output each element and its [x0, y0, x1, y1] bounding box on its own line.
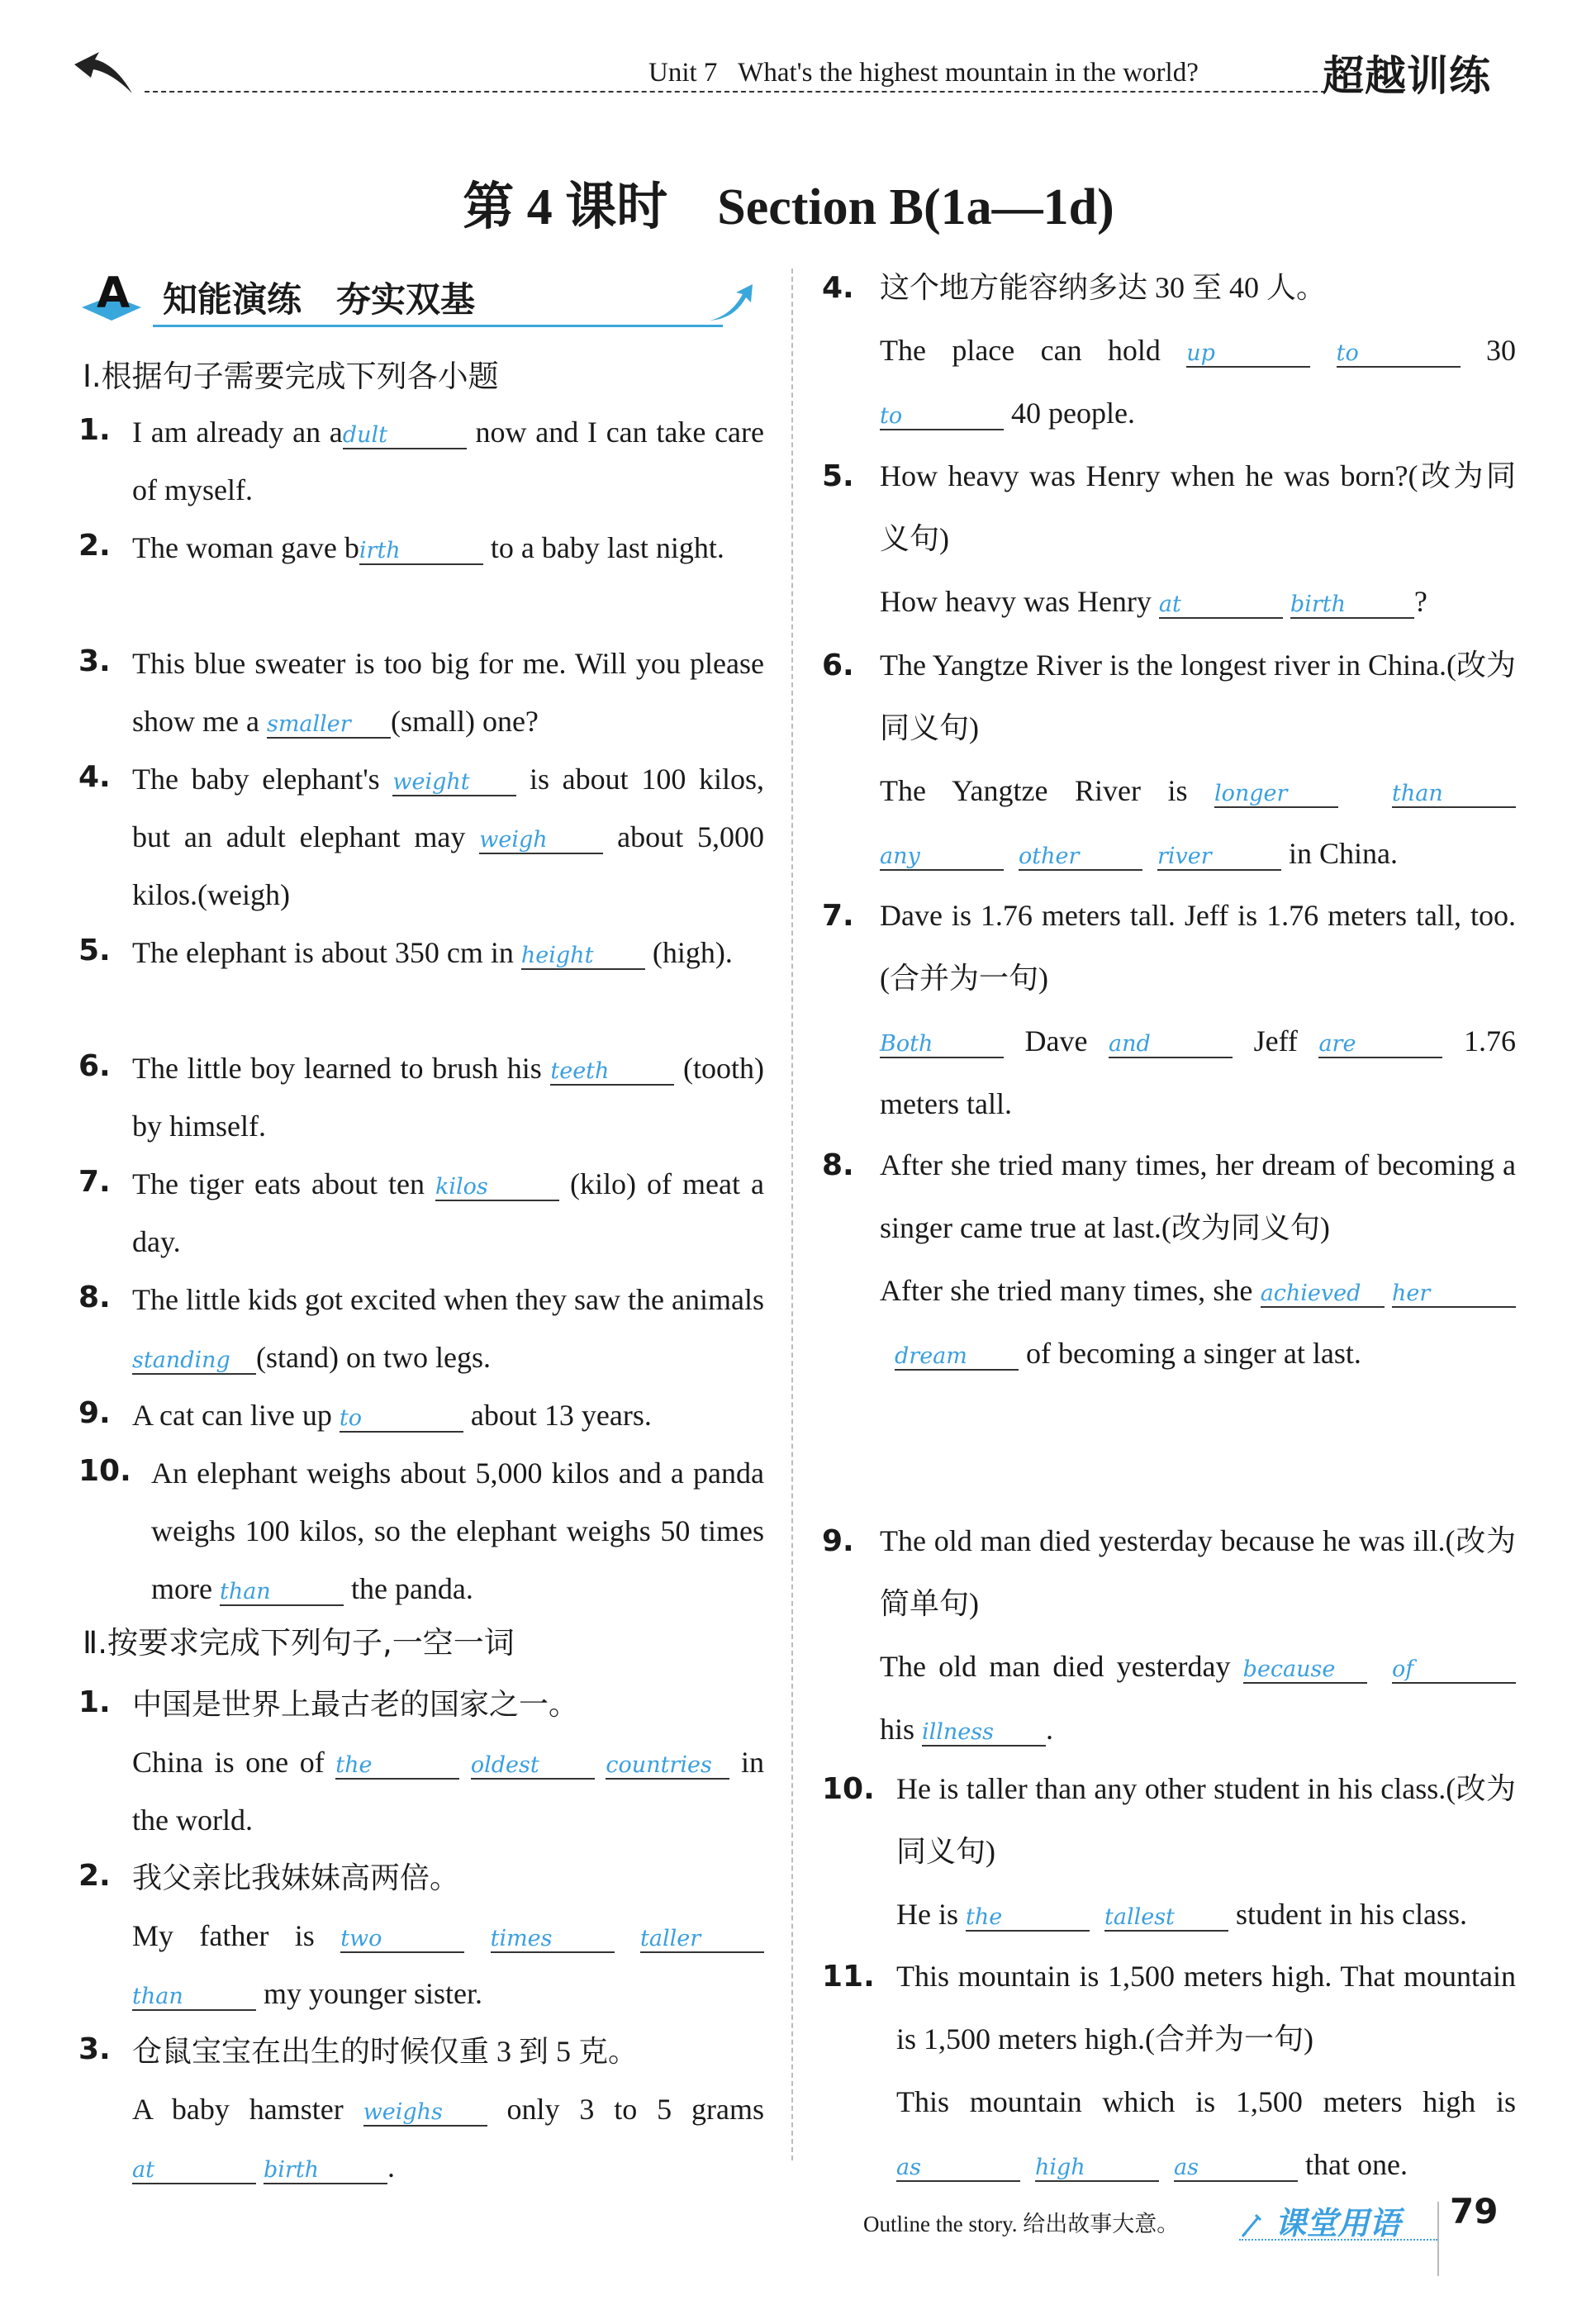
answer-blank[interactable]: than — [132, 1984, 256, 2011]
answer-blank[interactable]: than — [220, 1580, 344, 1606]
answer-blank[interactable]: height — [521, 943, 645, 970]
answer-blank[interactable]: and — [1109, 1032, 1233, 1058]
answer-blank[interactable]: because — [1243, 1657, 1367, 1684]
answer-blank[interactable]: her — [1392, 1281, 1516, 1308]
answer-blank[interactable]: at — [1159, 592, 1283, 619]
column-divider — [791, 269, 793, 2160]
answer-blank[interactable]: at — [132, 2158, 256, 2184]
answer-blank[interactable]: times — [491, 1927, 615, 1953]
item-number: 11. — [822, 1960, 875, 1994]
chinese-prompt: 这个地方能容纳多达 30 至 40 人。 — [880, 271, 1327, 304]
question-item: I am already an adult now and I can take care of myself. — [132, 416, 764, 506]
source-sentence: The old man died yesterday because he was ill.(改为简单句) — [880, 1524, 1516, 1620]
item-number: 1. — [78, 1685, 111, 1719]
question-item: 我父亲比我妹妹高两倍。 My father is two times taller than my younger sister. — [132, 1849, 764, 2022]
answer-blank[interactable]: teeth — [550, 1059, 674, 1086]
item-number: 2. — [78, 529, 111, 563]
answer-blank[interactable]: other — [1019, 844, 1142, 871]
back-arrow-icon — [70, 48, 136, 97]
section-band-text: 知能演练 夯实双基 — [163, 279, 476, 320]
chinese-prompt: 我父亲比我妹妹高两倍。 — [132, 1861, 460, 1894]
answer-blank[interactable]: dult — [343, 423, 467, 449]
part1-heading: Ⅰ.根据句子需要完成下列各小题 — [83, 359, 499, 394]
item-number: 3. — [78, 644, 111, 678]
answer-blank[interactable]: the — [335, 1753, 459, 1780]
answer-blank[interactable]: of — [1392, 1657, 1516, 1684]
header-rule — [145, 91, 1326, 93]
question-item: The woman gave birth to a baby last night. — [132, 531, 724, 564]
item-number: 1. — [78, 413, 111, 447]
answer-blank[interactable]: than — [1392, 782, 1516, 808]
answer-blank[interactable]: to — [340, 1406, 463, 1433]
answer-blank[interactable]: weighs — [363, 2100, 487, 2127]
answer-blank[interactable]: as — [896, 2155, 1020, 2182]
source-sentence: This mountain is 1,500 meters high. That mountain is 1,500 meters high.(合并为一句) — [896, 1960, 1516, 2055]
question-item: Dave is 1.76 meters tall. Jeff is 1.76 meters tall, too.(合并为一句) Both Dave and Jeff are 1.76 meters tall. — [880, 884, 1516, 1135]
answer-blank[interactable]: are — [1318, 1032, 1442, 1058]
answer-blank[interactable]: any — [880, 844, 1004, 871]
source-sentence: After she tried many times, her dream of becoming a singer came true at last.(改为同义句) — [880, 1148, 1516, 1244]
question-item: An elephant weighs about 5,000 kilos and a panda weighs 100 kilos, so the elephant weighs 50 times more than the panda. — [151, 1457, 764, 1605]
page-header — [70, 48, 1491, 100]
answer-blank[interactable]: birth — [1290, 592, 1414, 619]
answer-blank[interactable]: river — [1157, 844, 1281, 871]
pen-icon — [1239, 2212, 1264, 2240]
header-unit: Unit 7 What's the highest mountain in the world? — [648, 58, 1199, 88]
question-item: 中国是世界上最古老的国家之一。 China is one of the oldest countries in the world. — [132, 1675, 764, 1849]
answer-blank[interactable]: irth — [359, 539, 483, 565]
question-item: After she tried many times, her dream of becoming a singer came true at last.(改为同义句) After she tried many times, she achieved her dream of becoming a singer at last. — [880, 1133, 1516, 1385]
page-title: 第 4 课时 Section B(1a—1d) — [463, 179, 1114, 235]
question-item: The little boy learned to brush his teeth (tooth) by himself. — [132, 1052, 764, 1143]
answer-blank[interactable]: longer — [1214, 782, 1338, 808]
answer-blank[interactable]: standing — [132, 1348, 256, 1375]
item-number: 9. — [822, 1524, 854, 1558]
swoosh-arrow-icon — [706, 283, 756, 324]
answer-blank[interactable]: high — [1035, 2155, 1159, 2182]
question-item: 仓鼠宝宝在出生的时候仅重 3 到 5 克。 A baby hamster weighs only 3 to 5 grams at birth . — [132, 2022, 764, 2196]
question-item: 这个地方能容纳多达 30 至 40 人。 The place can hold up to 30 to 40 people. — [880, 256, 1516, 444]
chinese-prompt: 中国是世界上最古老的国家之一。 — [132, 1688, 579, 1721]
answer-blank[interactable]: up — [1186, 341, 1310, 368]
item-number: 10. — [822, 1772, 875, 1806]
item-number: 6. — [78, 1049, 111, 1083]
part2-heading: Ⅱ.按要求完成下列句子,一空一词 — [83, 1625, 515, 1661]
answer-blank[interactable]: achieved — [1261, 1281, 1385, 1308]
question-item: This blue sweater is too big for me. Will you please show me a smaller (small) one? — [132, 647, 764, 738]
answer-blank[interactable]: weight — [392, 770, 516, 796]
item-number: 5. — [822, 459, 854, 493]
answer-blank[interactable]: weigh — [479, 828, 603, 854]
question-item: How heavy was Henry when he was born?(改为同义句) How heavy was Henry at birth ? — [880, 444, 1516, 633]
source-sentence: He is taller than any other student in his class.(改为同义句) — [896, 1772, 1516, 1868]
source-sentence: The Yangtze River is the longest river in China.(改为同义句) — [880, 649, 1516, 744]
question-item: The little kids got excited when they saw the animals standing (stand) on two legs. — [132, 1283, 764, 1374]
question-item: This mountain is 1,500 meters high. That mountain is 1,500 meters high.(合并为一句) This mountain which is 1,500 meters high is as high as that one. — [896, 1945, 1516, 2196]
footer-brand: 课堂用语 — [1239, 2198, 1437, 2241]
answer-blank[interactable]: illness — [922, 1720, 1046, 1747]
item-number: 5. — [78, 934, 111, 967]
question-item: A cat can live up to about 13 years. — [132, 1399, 652, 1432]
answer-blank[interactable]: the — [966, 1905, 1090, 1932]
answer-blank[interactable]: oldest — [471, 1753, 595, 1780]
answer-blank[interactable]: kilos — [435, 1175, 559, 1201]
answer-blank[interactable]: as — [1174, 2155, 1298, 2182]
section-band — [78, 266, 756, 330]
answer-blank[interactable]: birth — [264, 2158, 387, 2184]
question-item: The old man died yesterday because he was ill.(改为简单句) The old man died yesterday because of his illness . — [880, 1509, 1516, 1761]
item-number: 3. — [78, 2032, 111, 2066]
answer-blank[interactable]: to — [1337, 341, 1461, 368]
answer-blank[interactable]: Both — [880, 1032, 1004, 1058]
item-number: 4. — [822, 271, 854, 305]
answer-blank[interactable]: two — [340, 1927, 464, 1953]
item-number: 10. — [78, 1454, 131, 1488]
footer-text: Outline the story. 给出故事大意。 — [863, 2212, 1180, 2236]
section-a-badge-icon — [78, 271, 145, 324]
answer-blank[interactable]: taller — [640, 1927, 764, 1953]
page-number: 79 — [1450, 2191, 1499, 2231]
source-sentence: How heavy was Henry when he was born?(改为同义句) — [880, 459, 1516, 555]
section-band-underline — [153, 325, 723, 327]
header-brand: 超越训练 — [1323, 52, 1491, 100]
answer-blank[interactable]: countries — [606, 1753, 729, 1780]
source-sentence: Dave is 1.76 meters tall. Jeff is 1.76 meters tall, too.(合并为一句) — [880, 899, 1516, 995]
item-number: 8. — [822, 1148, 854, 1182]
item-number: 7. — [78, 1165, 111, 1199]
chinese-prompt: 仓鼠宝宝在出生的时候仅重 3 到 5 克。 — [132, 2035, 639, 2068]
question-item: The Yangtze River is the longest river in China.(改为同义句) The Yangtze River is longer than any other river in China. — [880, 634, 1516, 885]
page-number-rule — [1437, 2202, 1439, 2276]
question-item: The baby elephant's weight is about 100 kilos, but an adult elephant may weigh about 5,000 kilos.(weigh) — [132, 763, 764, 911]
item-number: 6. — [822, 649, 854, 682]
answer-blank[interactable]: to — [880, 404, 1004, 430]
question-item: The elephant is about 350 cm in height (high). — [132, 936, 733, 969]
svg-text:A: A — [97, 271, 131, 318]
answer-blank[interactable]: tallest — [1104, 1905, 1228, 1932]
item-number: 8. — [78, 1281, 111, 1314]
question-item: He is taller than any other student in his class.(改为同义句) He is the tallest student in his class. — [896, 1757, 1516, 1946]
item-number: 9. — [78, 1396, 111, 1430]
question-item: The tiger eats about ten kilos (kilo) of meat a day. — [132, 1167, 764, 1258]
item-number: 2. — [78, 1859, 111, 1893]
answer-blank[interactable]: dream — [895, 1344, 1019, 1371]
item-number: 4. — [78, 760, 111, 794]
answer-blank[interactable]: smaller — [267, 712, 391, 739]
item-number: 7. — [822, 899, 854, 933]
